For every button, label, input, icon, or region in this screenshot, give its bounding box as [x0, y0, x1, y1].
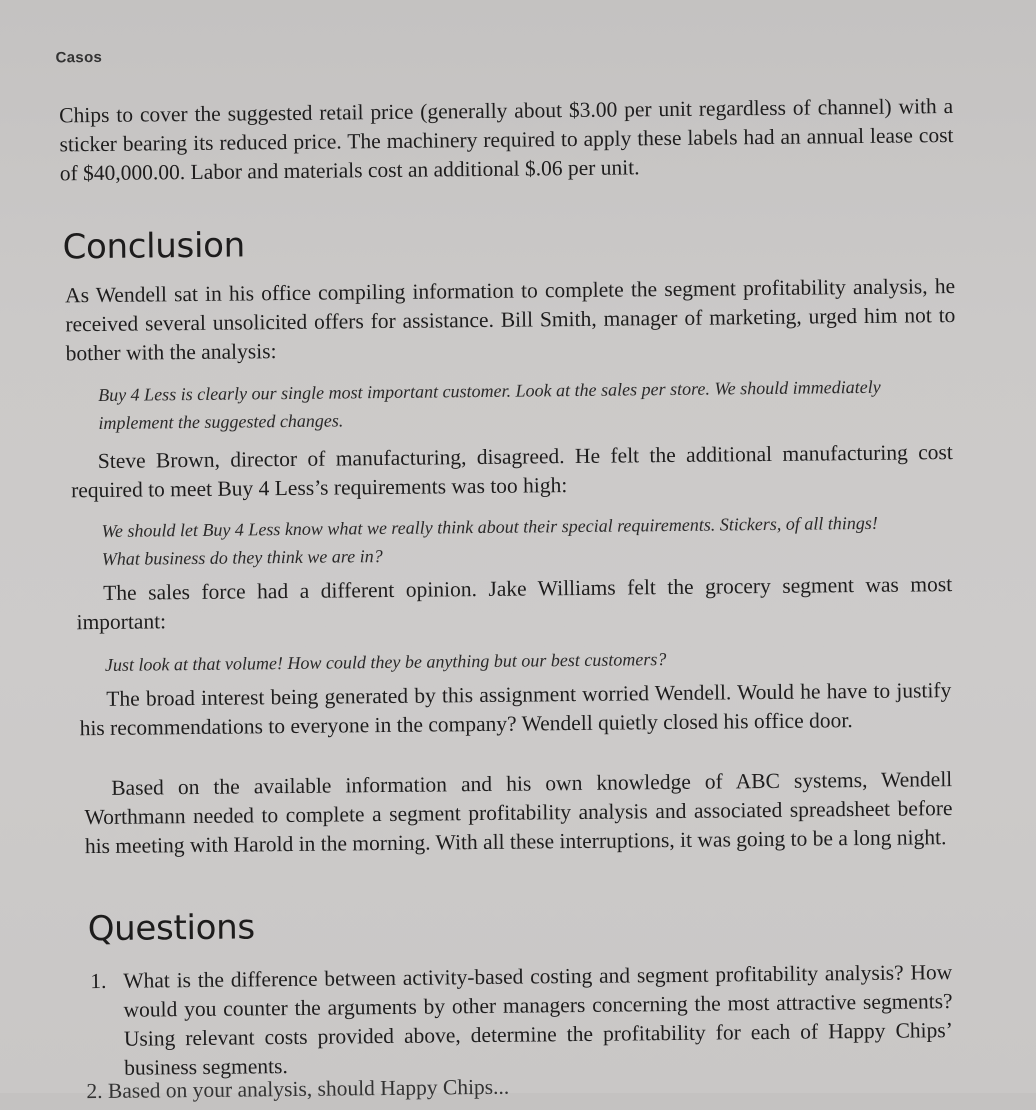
question-text: What is the difference between activity-based costing and segment profitability analysis? How would you counter the arguments by other managers concerning the most attractive segments? Using relevant costs provided above, determine the profitability for each of Happy Chips’ business segments.: [123, 960, 953, 1080]
questions-list: [90, 958, 953, 1083]
question-item: [90, 958, 953, 1083]
running-head: Casos: [55, 48, 103, 67]
question-number: 2.: [86, 1078, 103, 1104]
intro-paragraph: Chips to cover the suggested retail price (generally about $3.00 per unit regardless of channel) with a sticker bearing its reduced price. The machinery required to apply these labels had an annual lease cost of $40,000.00. Labor and materials cost an additional $.06 per unit.: [59, 94, 954, 186]
conclusion-paragraph-2: Steve Brown, director of manufacturing, disagreed. He felt the additional manufacturing cost required to meet Buy 4 Less’s requirements was too high:: [71, 440, 953, 503]
conclusion-paragraph-1: As Wendell sat in his office compiling information to complete the segment profitability analysis, he received several unsolicited offers for assistance. Bill Smith, manager of marketing, urged him not to bother with the analysis:: [64, 274, 956, 366]
conclusion-heading: Conclusion: [62, 225, 246, 268]
question-number: 1.: [90, 968, 107, 994]
quote-jake-williams: Just look at that volume! How could they be anything but our best customers?: [104, 649, 667, 675]
quote-steve-brown: We should let Buy 4 Less know what we really think about their special requirements. Stickers, of all things! What business do they think we are in?: [101, 512, 878, 569]
conclusion-paragraph-4: The broad interest being generated by this assignment worried Wendell. Would he have to justify his recommendations to everyone in the company? Wendell quietly closed his office door.: [79, 678, 952, 741]
questions-heading: Questions: [87, 907, 256, 950]
conclusion-paragraph-5: Based on the available information and his own knowledge of ABC systems, Wendell Worthmann needed to complete a segment profitability analysis and associated spreadsheet before his meeting with Harold in the morning. With all these interruptions, it was going to be a long night.: [84, 767, 953, 859]
conclusion-paragraph-3: The sales force had a different opinion. Jake Williams felt the grocery segment was most important:: [76, 572, 953, 635]
question-text: Based on your analysis, should Happy Chips...: [107, 1074, 510, 1103]
quote-bill-smith: Buy 4 Less is clearly our single most important customer. Look at the sales per store. We should immediately implement the suggested changes.: [98, 376, 881, 433]
